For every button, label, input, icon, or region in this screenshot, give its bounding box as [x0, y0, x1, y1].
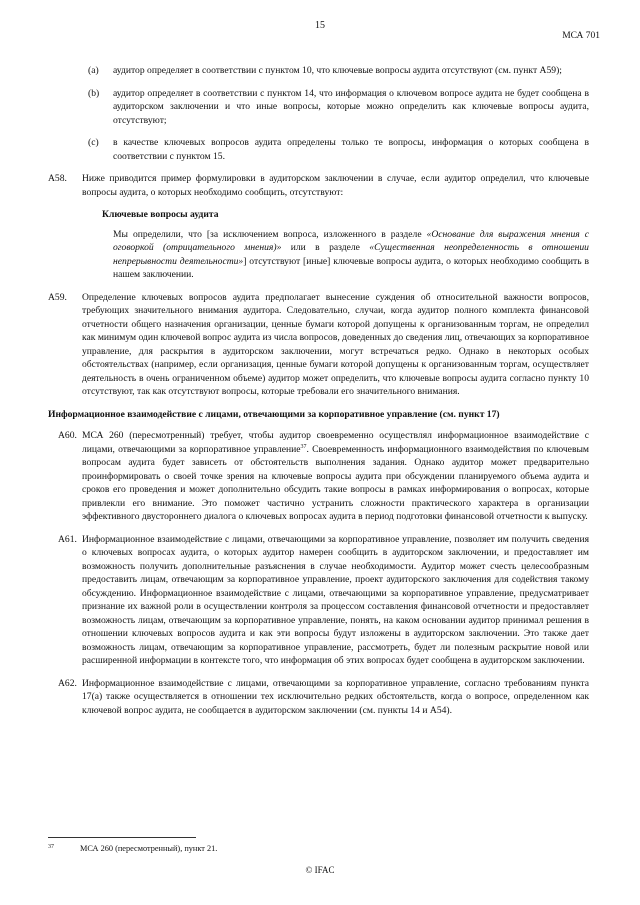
paragraph-number: A61.: [58, 533, 77, 545]
paragraph-number: A62.: [58, 677, 77, 689]
paragraph-number: A60.: [58, 430, 77, 441]
paragraph-a59: [48, 291, 589, 399]
page-number: 15: [315, 20, 325, 31]
quote-text: или в разделе: [281, 242, 370, 253]
footnote-number: 37: [48, 844, 54, 850]
paragraph-a60: [48, 429, 589, 524]
example-quote: [113, 228, 589, 282]
paragraph-text: Определение ключевых вопросов аудита предполагает вынесение суждения об относительной важности вопросов, требующих значительного внимания аудитора. Следовательно, случаи, когда аудитор полного комплекта финансовой отчетности общего назначения организации, ценные бумаги которой допущены к организованным торгам, не определил как минимум один ключевой вопрос аудита из числа вопросов, доведенных до сведения лиц, отвечающих за корпоративное управление, для раскрытия в аудиторском заключении, могут встречаться редко. Однако в некоторых особых обстоятельствах (например, если организация, ценные бумаги которой допущены к организованным торгам, осуществляет деятельность в очень ограниченном объеме) аудитор может определить, что ключевые вопросы аудита согласно пункту 10 отсутствуют, так как отсутствуют вопросы, которые требовали его значительного внимания.: [82, 291, 589, 397]
paragraph-text: Информационное взаимодействие с лицами, отвечающими за корпоративное управление, позволяет им получить сведения о ключевых вопросах аудита, о которых аудитор намерен сообщить в аудиторском заключении, и предоставляет им возможность получить дополнительные разъяснения в случае необходимости. Аудитор может счесть целесообразным предоставить лицам, отвечающим за корпоративное управление, проект аудиторского заключения для содействия такому обсуждению. Информационное взаимодействие с лицами, отвечающими за корпоративное управление, предусматривает признание их важной роли в осуществлении контроля за процессом составления финансовой отчетности и предоставляет возможность лицам, отвечающим за корпоративное управление, понять, на каком основании аудитор принимал решения в отношении ключевых вопросов аудита и как эти вопросы будут изложены в аудиторском заключении. Это также дает возможность лицам, отвечающим за корпоративное управление, рассмотреть, будет ли полезным раскрытие новой или расширенной информации в контексте того, что информация об этих вопросах будет сообщена в аудиторском заключении.: [82, 533, 589, 666]
paragraph-a61: [48, 533, 589, 668]
paragraph-text-part: . Своевременность информационного взаимодействия по ключевым вопросам аудита будет зависеть от обстоятельств выполнения задания. Однако аудитор может предварительно проинформировать о своей точке зрения на ключевые вопросы аудита при обсуждении планируемого объема аудита и сроков его проведения и может дополнительно обсудить такие вопросы в рамках информирования о вопросах, которые привлекли его внимание. Это поможет частично устранить сложности практического характера в организации эффективного двустороннего диалога о ключевых вопросах аудита в период подготовки финансовой отчетности к выпуску.: [82, 443, 589, 522]
paragraph-text: [82, 429, 589, 524]
paragraph-number: A58.: [48, 173, 67, 184]
footnote-text: МСА 260 (пересмотренный), пункт 21.: [80, 844, 218, 853]
list-item: [48, 64, 589, 78]
list-item-label: (a): [88, 65, 99, 76]
footnote: [48, 844, 217, 853]
list-item-text: в качестве ключевых вопросов аудита определены только те вопросы, информация о которых сообщена в соответствии с пунктом 15.: [113, 137, 589, 162]
quote-italic: «Основание для выражения мнения с оговоркой (отрицательного мнения)»: [113, 228, 589, 253]
quote-text: ] отсутствуют [иные] ключевые вопросы аудита, о которых необходимо сообщить в нашем заключении.: [113, 255, 589, 280]
quote-text: Мы определили, что [за исключением вопроса, изложенного в разделе: [113, 228, 427, 240]
paragraph-a58: [48, 172, 589, 199]
quote-italic: «Существенная неопределенность в отношении непрерывности деятельности»: [113, 242, 589, 267]
footnote-reference[interactable]: 37: [300, 443, 307, 450]
list-item-label: (b): [88, 87, 100, 99]
list-item: [48, 87, 589, 128]
paragraph-text: Информационное взаимодействие с лицами, отвечающими за корпоративное управление, согласно требованиям пункта 17(a) также осуществляется в отношении тех исключительно редких обстоятельств, когда о вопросе, определенном как ключевой вопрос аудита, не сообщается в аудиторском заключении (см. пункты 14 и A54).: [82, 677, 589, 716]
footnote-divider: [48, 837, 196, 838]
standard-label: МСА 701: [562, 31, 600, 41]
paragraph-text-part: МСА 260 (пересмотренный) требует, чтобы аудитор своевременно осуществлял информационное взаимодействие с лицами, отвечающими за корпоративное управление: [82, 430, 589, 455]
list-item-label: (c): [88, 137, 99, 148]
example-subheading: Ключевые вопросы аудита: [102, 209, 219, 220]
paragraph-number: A59.: [48, 291, 67, 303]
page-body: [48, 64, 589, 726]
paragraph-a62: [48, 677, 589, 718]
paragraph-text: Ниже приводится пример формулировки в аудиторском заключении в случае, если аудитор определил, что ключевые вопросы аудита, о которых необходимо сообщить, отсутствуют:: [82, 173, 589, 198]
list-item-text: аудитор определяет в соответствии с пунктом 10, что ключевые вопросы аудита отсутствуют (см. пункт A59);: [113, 65, 562, 76]
page-footer: © IFAC: [305, 865, 335, 875]
section-heading: Информационное взаимодействие с лицами, отвечающими за корпоративное управление (см. пункт 17): [48, 408, 500, 420]
list-item-text: аудитор определяет в соответствии с пунктом 14, что информация о ключевом вопросе аудита не будет сообщена в аудиторском заключении и что иные вопросы, которые можно определить как ключевые вопросы аудита, отсутствуют;: [113, 87, 589, 126]
list-item: [48, 136, 589, 163]
